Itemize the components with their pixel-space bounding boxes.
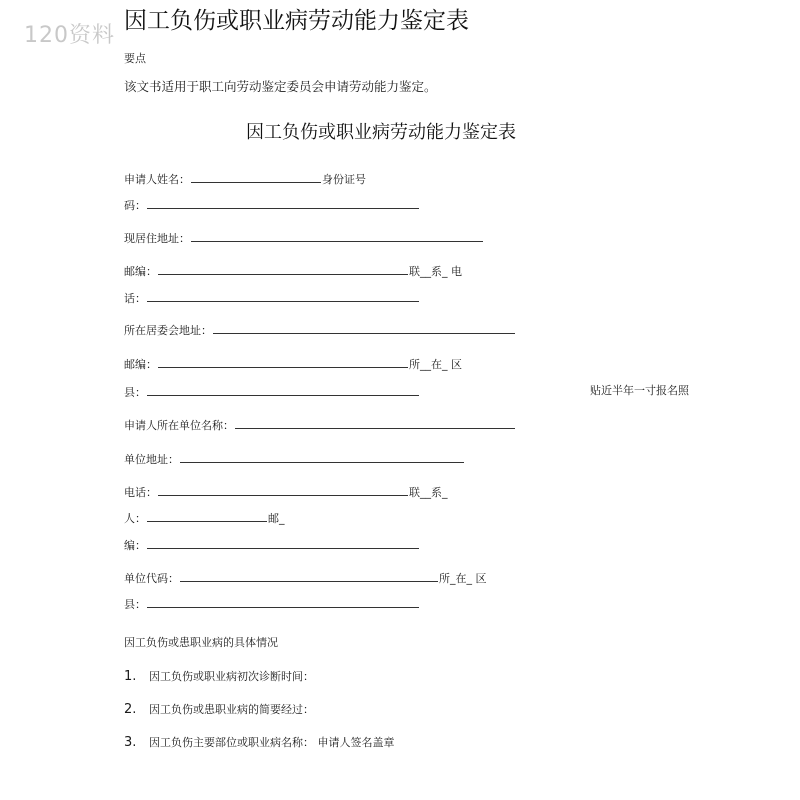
contact-postcode-field[interactable] [147, 537, 419, 549]
list-item [124, 703, 314, 717]
id-number-label: 身份证号 [322, 173, 366, 186]
applicant-name-field[interactable] [191, 171, 321, 183]
employer-district-label-cont: 县： [124, 598, 146, 611]
id-number-field[interactable] [147, 197, 419, 209]
committee-field[interactable] [213, 322, 515, 334]
employer-code-row [124, 570, 487, 586]
phone-row [124, 290, 420, 306]
employer-address-row [124, 451, 465, 467]
phone-label: 联__系_ 电 [409, 265, 462, 278]
employer-district-label: 所_在_ 区 [439, 572, 487, 585]
applicant-name-label: 申请人姓名： [124, 173, 190, 186]
contact-postcode-label: 邮_ [268, 512, 285, 525]
district-label: 所__在_ 区 [409, 358, 462, 371]
postcode-field-1[interactable] [158, 263, 408, 275]
postcode-row-2 [124, 356, 462, 372]
contact-label-cont: 人： [124, 512, 146, 525]
employer-code-field[interactable] [180, 570, 438, 582]
contact-postcode-label-cont: 编： [124, 539, 146, 552]
contact-postcode-row [124, 537, 420, 553]
id-number-row [124, 197, 420, 213]
district-row [124, 384, 420, 400]
employer-code-label: 单位代码： [124, 572, 179, 585]
list-item-number: 2. [124, 702, 137, 717]
postcode-field-2[interactable] [158, 356, 408, 368]
postcode-label-1: 邮编： [124, 265, 157, 278]
watermark: 120资料 [24, 23, 115, 48]
employer-phone-field[interactable] [158, 484, 408, 496]
committee-label: 所在居委会地址： [124, 324, 212, 337]
employer-district-field[interactable] [147, 596, 419, 608]
district-label-cont: 县： [124, 386, 146, 399]
contact-row [124, 510, 285, 526]
employer-name-field[interactable] [235, 417, 515, 429]
district-field[interactable] [147, 384, 419, 396]
id-number-label-cont: 码： [124, 199, 146, 212]
list-item [124, 736, 395, 750]
residence-label: 现居住地址： [124, 232, 190, 245]
postcode-row-1 [124, 263, 462, 279]
list-item-number: 1. [124, 669, 137, 684]
photo-placeholder-label: 贴近半年一寸报名照 [590, 384, 689, 397]
contact-label: 联__系_ [409, 486, 448, 499]
phone-label-cont: 话： [124, 292, 146, 305]
list-item-text: 因工负伤或患职业病的简要经过： [149, 703, 314, 716]
intro-text: 该文书适用于职工向劳动鉴定委员会申请劳动能力鉴定。 [124, 79, 437, 94]
list-item-text: 因工负伤主要部位或职业病名称： 申请人签名盖章 [149, 736, 395, 749]
list-item [124, 670, 314, 684]
applicant-name-row [124, 171, 366, 187]
list-item-text: 因工负伤或职业病初次诊断时间： [149, 670, 314, 683]
employer-address-label: 单位地址： [124, 453, 179, 466]
employer-name-row [124, 417, 516, 433]
contact-field[interactable] [147, 510, 267, 522]
employer-name-label: 申请人所在单位名称： [124, 419, 234, 432]
key-points-label: 要点 [124, 52, 146, 65]
form-title: 因工负伤或职业病劳动能力鉴定表 [246, 122, 516, 143]
committee-row [124, 322, 516, 338]
section-heading: 因工负伤或患职业病的具体情况 [124, 636, 278, 649]
employer-address-field[interactable] [180, 451, 464, 463]
employer-phone-label: 电话： [124, 486, 157, 499]
residence-field[interactable] [191, 230, 483, 242]
postcode-label-2: 邮编： [124, 358, 157, 371]
list-item-number: 3. [124, 735, 137, 750]
residence-row [124, 230, 484, 246]
employer-phone-row [124, 484, 448, 500]
document-title: 因工负伤或职业病劳动能力鉴定表 [124, 8, 469, 34]
phone-field[interactable] [147, 290, 419, 302]
employer-district-row [124, 596, 420, 612]
